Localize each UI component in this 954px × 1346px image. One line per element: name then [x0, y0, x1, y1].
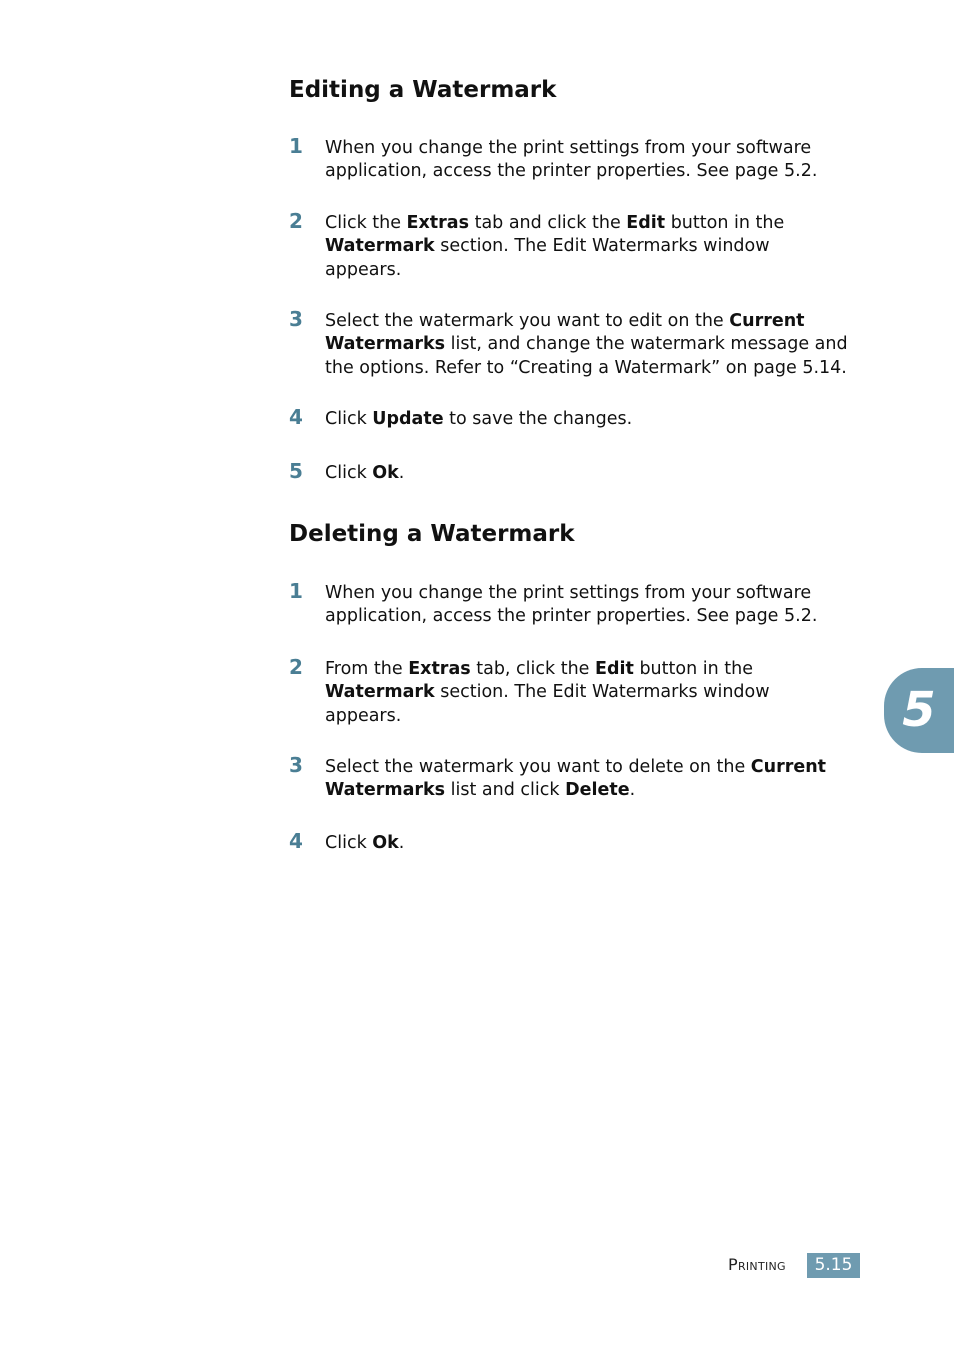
step-text-line	[325, 333, 859, 356]
text-run: section. The Edit Watermarks window	[434, 682, 770, 703]
step-number: 5	[289, 459, 303, 483]
emphasized-term: Edit	[595, 659, 634, 679]
editing-watermark-heading: Editing a Watermark	[289, 77, 557, 103]
text-run: Click	[325, 833, 373, 853]
step-number: 1	[289, 134, 303, 158]
step-text-line	[325, 259, 859, 282]
emphasized-term: Watermarks	[325, 334, 446, 355]
step-number: 3	[289, 307, 303, 331]
step-text-line	[325, 462, 859, 485]
footer-section-label: Printing	[728, 1255, 786, 1274]
chapter-tab	[884, 668, 954, 753]
step-text	[325, 756, 859, 803]
step-text-line	[325, 605, 859, 628]
text-run: list and click	[445, 780, 566, 801]
text-run: .	[398, 833, 405, 853]
step-text-line	[325, 408, 859, 431]
text-run: Click	[325, 463, 373, 483]
step-text-line	[325, 582, 859, 605]
step-number: 1	[289, 579, 303, 603]
text-run: section. The Edit Watermarks window	[434, 236, 770, 257]
text-run: list, and change the watermark message and	[445, 334, 848, 355]
step-text-line	[325, 160, 859, 183]
step-text-line	[325, 212, 859, 235]
step-text	[325, 137, 859, 184]
text-run: tab, click the	[470, 659, 596, 679]
step-text	[325, 310, 859, 380]
text-run: button in the	[633, 659, 753, 679]
emphasized-term: Current	[729, 311, 805, 331]
step-text-line	[325, 137, 859, 160]
step-text-line	[325, 705, 859, 728]
step-number: 4	[289, 405, 303, 429]
emphasized-term: Watermark	[325, 682, 435, 703]
text-run: Click the	[325, 213, 407, 233]
step-text-line	[325, 235, 859, 258]
emphasized-term: Extras	[408, 659, 471, 679]
emphasized-term: Update	[372, 409, 444, 429]
step-text	[325, 212, 859, 282]
emphasized-term: Extras	[406, 213, 470, 233]
step-text-line	[325, 681, 859, 704]
step-text	[325, 832, 859, 855]
text-run: From the	[325, 659, 409, 679]
footer-page-number: 5.15	[807, 1253, 860, 1278]
step-number: 2	[289, 655, 303, 679]
step-text	[325, 462, 859, 485]
text-run: .	[629, 780, 636, 801]
emphasized-term: Edit	[626, 213, 666, 233]
text-run: application, access the printer properties. See page 5.2.	[325, 161, 818, 182]
emphasized-term: Ok	[372, 833, 399, 853]
text-run: button in the	[665, 213, 785, 233]
emphasized-term: Watermark	[325, 236, 435, 257]
text-run: tab and click the	[469, 213, 627, 233]
step-number: 3	[289, 753, 303, 777]
step-text	[325, 582, 859, 629]
emphasized-term: Current	[750, 757, 827, 777]
text-run: to save the changes.	[443, 409, 633, 429]
text-run: application, access the printer properties. See page 5.2.	[325, 606, 818, 627]
text-run: When you change the print settings from your software	[325, 138, 812, 158]
text-run: Click	[325, 409, 373, 429]
text-run: appears.	[325, 259, 402, 280]
step-text-line	[325, 658, 859, 681]
step-text-line	[325, 779, 859, 802]
step-text	[325, 658, 859, 728]
chapter-number: 5	[902, 682, 936, 738]
deleting-watermark-heading: Deleting a Watermark	[289, 521, 575, 547]
step-number: 4	[289, 829, 303, 853]
step-text-line	[325, 310, 859, 333]
text-run: the options. Refer to “Creating a Watermark” on page 5.14.	[325, 357, 847, 378]
step-text-line	[325, 357, 859, 380]
step-text	[325, 408, 859, 431]
text-run: appears.	[325, 705, 402, 726]
step-text-line	[325, 756, 859, 779]
text-run: .	[398, 463, 405, 483]
text-run: When you change the print settings from your software	[325, 583, 812, 603]
step-number: 2	[289, 209, 303, 233]
text-run: Select the watermark you want to edit on the	[325, 311, 730, 331]
step-text-line	[325, 832, 859, 855]
emphasized-term: Ok	[372, 463, 399, 483]
emphasized-term: Delete	[565, 780, 630, 801]
emphasized-term: Watermarks	[325, 780, 446, 801]
text-run: Select the watermark you want to delete on the	[325, 757, 751, 777]
